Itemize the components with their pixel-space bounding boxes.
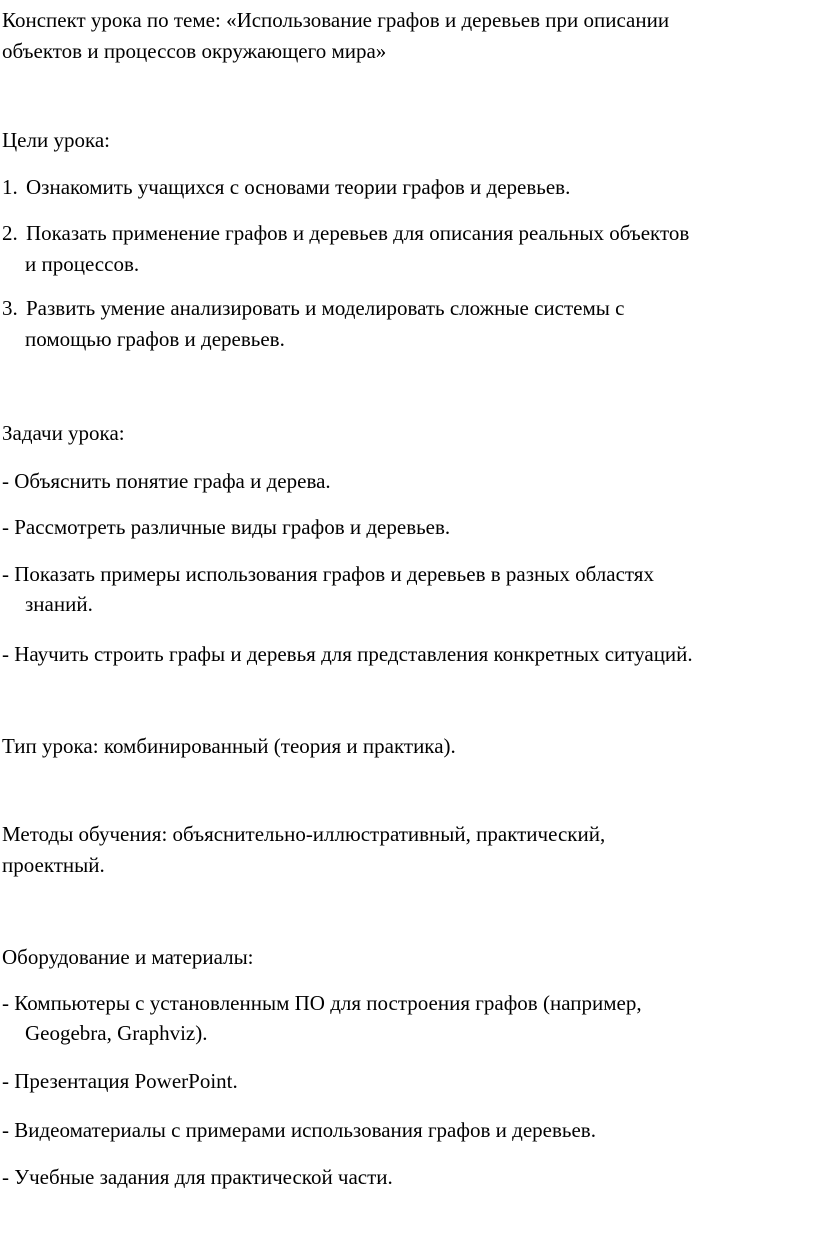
equipment-item-2: - Презентация PowerPoint. bbox=[2, 1069, 238, 1093]
goal-item-3-continuation: помощью графов и деревьев. bbox=[25, 327, 285, 351]
equipment-item-4: - Учебные задания для практической части. bbox=[2, 1165, 393, 1189]
equipment-heading: Оборудование и материалы: bbox=[2, 945, 254, 969]
goal-item-text: Развить умение анализировать и моделировать сложные системы с bbox=[26, 296, 625, 320]
goal-item-number: 3. bbox=[2, 296, 18, 320]
document-title-line-2: объектов и процессов окружающего мира» bbox=[2, 39, 387, 63]
goal-item-number: 2. bbox=[2, 221, 18, 245]
task-item-3-continuation: знаний. bbox=[25, 592, 93, 616]
goal-item-2 bbox=[2, 220, 689, 246]
task-item-1: - Объяснить понятие графа и дерева. bbox=[2, 469, 331, 493]
task-item-4: - Научить строить графы и деревья для представления конкретных ситуаций. bbox=[2, 642, 693, 666]
equipment-item-1-continuation: Geogebra, Graphviz). bbox=[25, 1021, 208, 1045]
equipment-item-3: - Видеоматериалы с примерами использования графов и деревьев. bbox=[2, 1118, 596, 1142]
goal-item-number: 1. bbox=[2, 175, 18, 199]
goal-item-text: Ознакомить учащихся с основами теории графов и деревьев. bbox=[26, 175, 571, 199]
methods-line-1: Методы обучения: объяснительно-иллюстративный, практический, bbox=[2, 822, 606, 846]
tasks-heading: Задачи урока: bbox=[2, 421, 125, 445]
goal-item-3 bbox=[2, 295, 624, 321]
methods-line-2: проектный. bbox=[2, 853, 105, 877]
goal-item-text: Показать применение графов и деревьев для описания реальных объектов bbox=[26, 221, 690, 245]
goal-item-1 bbox=[2, 174, 570, 200]
equipment-item-1: - Компьютеры с установленным ПО для построения графов (например, bbox=[2, 991, 642, 1015]
goal-item-2-continuation: и процессов. bbox=[25, 252, 140, 276]
goals-heading: Цели урока: bbox=[2, 128, 110, 152]
lesson-type: Тип урока: комбинированный (теория и практика). bbox=[2, 734, 456, 758]
document-title-line-1: Конспект урока по теме: «Использование графов и деревьев при описании bbox=[2, 8, 670, 32]
task-item-2: - Рассмотреть различные виды графов и деревьев. bbox=[2, 515, 451, 539]
task-item-3: - Показать примеры использования графов и деревьев в разных областях bbox=[2, 562, 654, 586]
